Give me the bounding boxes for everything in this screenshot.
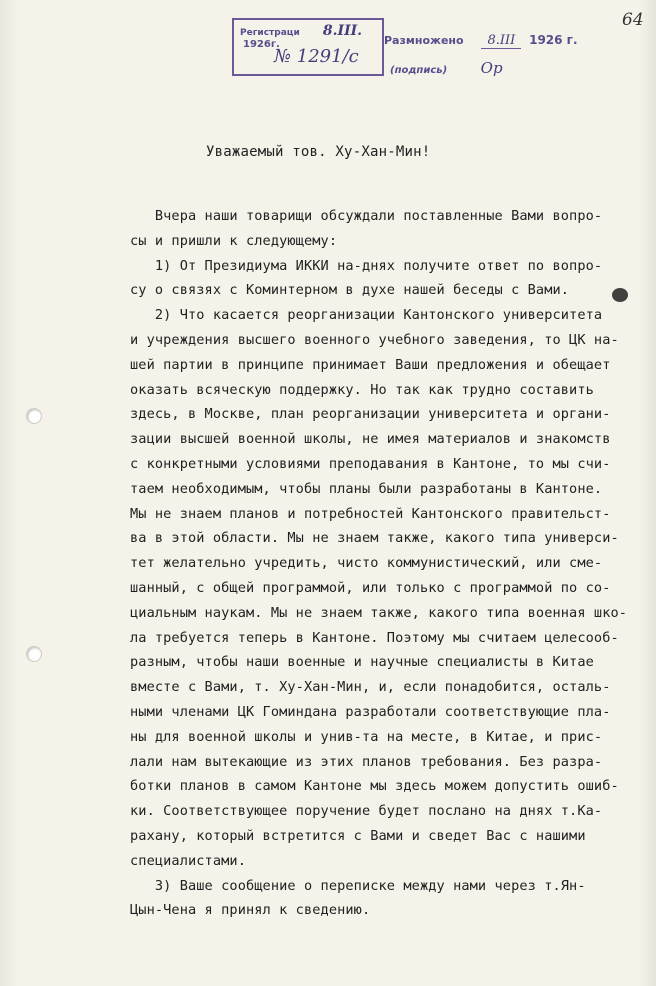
text-line: Мы не знаем планов и потребностей Кантонского правительст- xyxy=(130,505,611,522)
text-line: лали нам вытекающие из этих планов требования. Без разра- xyxy=(130,753,603,770)
ink-blot xyxy=(612,288,628,302)
paragraph xyxy=(130,254,630,304)
text-line: Цын-Чена я принял к сведению. xyxy=(130,902,371,919)
text-line: вместе с Вами, т. Ху-Хан-Мин, и, если понадобится, осталь- xyxy=(130,679,611,696)
text-line: оказать всяческую поддержку. Но так как трудно составить xyxy=(130,381,594,398)
text-line: ла требуется теперь в Кантоне. Поэтому мы считаем целесооб- xyxy=(130,629,619,646)
paragraph xyxy=(130,204,630,254)
text-line: ки. Соответствующее поручение будет послано на днях т.Ка- xyxy=(130,803,603,820)
text-line: сы и пришли к следующему: xyxy=(130,232,338,249)
punch-hole-top xyxy=(26,408,42,424)
text-line: зации высшей военной школы, не имея материалов и знакомств xyxy=(130,431,611,448)
registration-number-line xyxy=(274,46,359,67)
copied-stamp-line2 xyxy=(390,59,503,77)
text-line: таем необходимым, чтобы планы были разработаны в Кантоне. xyxy=(130,480,603,497)
text-line: циальным наукам. Мы не знаем также, какого типа военная шко- xyxy=(130,604,628,621)
text-line: шей партии в принципе принимает Ваши предложения и обещает xyxy=(130,356,611,373)
punch-hole-bottom xyxy=(26,646,42,662)
page-number: 64 xyxy=(622,10,644,30)
text-line: здесь, в Москве, план реорганизации университета и органи- xyxy=(130,406,611,423)
text-line: и учреждения высшего военного учебного заведения, то ЦК на- xyxy=(130,331,619,348)
registration-date: 8.III. xyxy=(322,23,363,39)
copied-stamp-line1 xyxy=(384,33,578,48)
registration-number: 1291/с xyxy=(296,46,359,67)
registration-label: Регистраци xyxy=(240,28,300,38)
copied-stamp xyxy=(384,33,578,83)
letter-greeting: Уважаемый тов. Ху-Хан-Мин! xyxy=(206,144,431,160)
text-line: тет желательно учредить, чисто коммунистический, или сме- xyxy=(130,555,603,572)
registration-year: 1926г. xyxy=(243,39,280,50)
text-line: ны для военной школы и унив-та на месте, в Китае, и прис- xyxy=(130,728,603,745)
registration-number-prefix: № xyxy=(274,46,292,67)
copied-label: Размножено xyxy=(384,34,464,47)
copied-date: 8.III xyxy=(481,33,521,49)
paragraph xyxy=(130,303,630,873)
registration-stamp xyxy=(232,18,384,76)
text-line: с конкретными условиями преподавания в Кантоне, то мы счи- xyxy=(130,455,611,472)
letter-body xyxy=(130,204,630,923)
signature: Ор xyxy=(480,59,503,77)
text-line: шанный, с общей программой, или только с программой по со- xyxy=(130,579,611,596)
paragraph xyxy=(130,874,630,924)
text-line: ными членами ЦК Гоминдана разработали соответствующие пла- xyxy=(130,703,611,720)
text-line: су о связях с Коминтерном в духе нашей беседы с Вами. xyxy=(130,282,570,299)
copied-year: 1926 г. xyxy=(529,33,578,47)
text-line: ботки планов в самом Кантоне мы здесь можем допустить ошиб- xyxy=(130,778,619,795)
text-line: специалистами. xyxy=(130,852,246,869)
text-line: разным, чтобы наши военные и научные специалисты в Китае xyxy=(130,654,594,671)
text-line: 3) Ваше сообщение о переписке между нами через т.Ян- xyxy=(130,877,586,894)
signature-label: (подпись) xyxy=(390,65,448,76)
text-line: 2) Что касается реорганизации Кантонского университета xyxy=(130,307,603,324)
text-line: ва в этой области. Мы не знаем также, какого типа универси- xyxy=(130,530,619,547)
text-line: рахану, который встретится с Вами и сведет Вас с нашими xyxy=(130,827,586,844)
text-line: Вчера наши товарищи обсуждали поставленные Вами вопро- xyxy=(130,208,603,224)
text-line: 1) От Президиума ИККИ на-днях получите ответ по вопро- xyxy=(130,257,603,274)
